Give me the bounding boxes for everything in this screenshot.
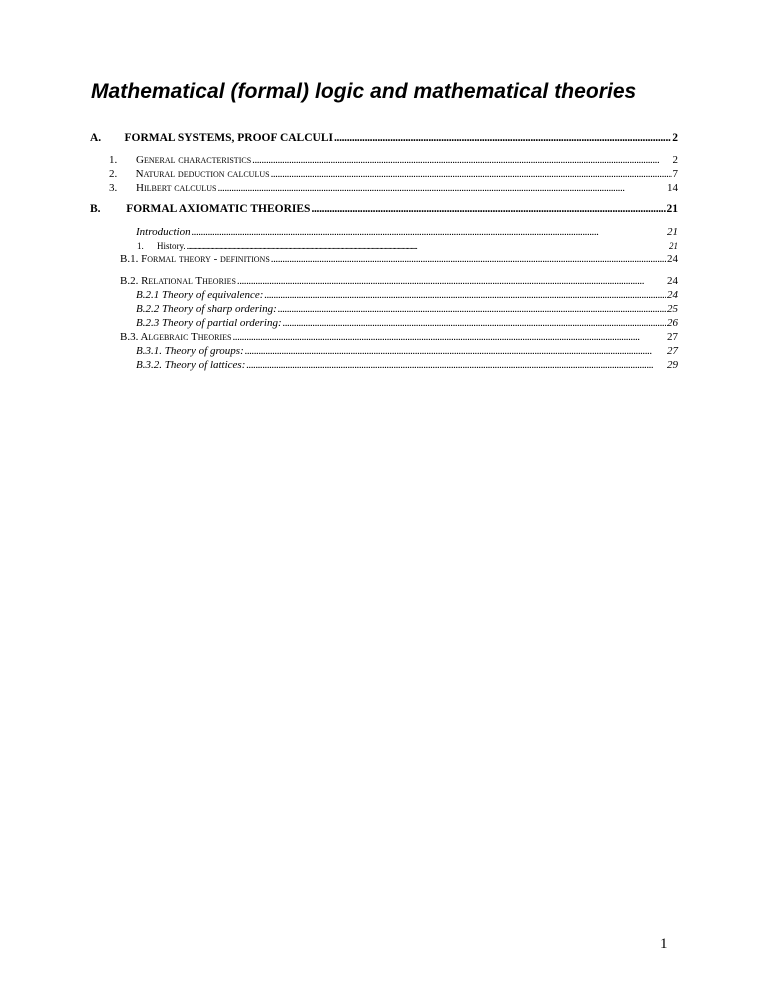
toc-leader: [187, 241, 668, 251]
toc-entry-b32[interactable]: [136, 359, 678, 371]
toc-text: B.2.3 Theory of partial ordering:: [136, 317, 282, 329]
toc-number: 1.: [137, 241, 144, 251]
toc-number: 1.: [109, 154, 118, 166]
toc-entry-a3[interactable]: [109, 182, 678, 194]
toc-leader: [252, 154, 671, 166]
toc-leader: [311, 203, 665, 215]
toc-page: 2: [672, 154, 678, 166]
toc-text: B.2. Relational Theories: [120, 275, 236, 287]
toc-page: 21: [666, 203, 678, 215]
toc-entry-history[interactable]: [137, 241, 678, 251]
toc-page: 2: [672, 132, 678, 144]
toc-entry-a2[interactable]: [109, 168, 678, 180]
toc-text: B.3.1. Theory of groups:: [136, 345, 244, 357]
toc-page: 21: [669, 241, 678, 251]
toc-page: 24: [667, 253, 678, 265]
toc-page: 27: [667, 345, 678, 357]
toc-text: FORMAL SYSTEMS, PROOF CALCULI: [124, 132, 333, 144]
toc-text: B.3.2. Theory of lattices:: [136, 359, 246, 371]
page-title: Mathematical (formal) logic and mathematical theories: [91, 80, 637, 103]
toc-entry-b22[interactable]: [136, 303, 678, 315]
toc-number: B.: [90, 203, 101, 215]
toc-leader: [283, 317, 666, 329]
toc-entry-b23[interactable]: [136, 317, 678, 329]
toc-text: Introduction: [136, 226, 191, 238]
toc-page: 7: [672, 168, 678, 180]
toc-text: Hilbert calculus: [136, 182, 217, 194]
toc-entry-b1[interactable]: [120, 253, 678, 265]
toc-entry-b2[interactable]: [120, 275, 678, 287]
toc-entry-b31[interactable]: [136, 345, 678, 357]
toc-text: B.1. Formal theory - definitions: [120, 253, 270, 265]
toc-text: General characteristics: [136, 154, 252, 166]
toc-number: 2.: [109, 168, 118, 180]
toc-leader: [245, 345, 666, 357]
toc-page: 14: [667, 182, 678, 194]
toc-page: 25: [667, 303, 678, 315]
toc-leader: [192, 226, 666, 238]
toc-leader: [217, 182, 666, 194]
toc-text: Natural deduction calculus: [135, 168, 270, 180]
toc-text: B.3. Algebraic Theories: [120, 331, 232, 343]
toc-page: 24: [667, 275, 678, 287]
toc-entry-a[interactable]: [90, 132, 678, 144]
toc-entry-a1[interactable]: [109, 154, 678, 166]
toc-leader: [264, 289, 666, 301]
toc-leader: [278, 303, 666, 315]
toc-text: History.: [157, 241, 186, 251]
toc-number: A.: [90, 132, 102, 144]
toc-page: 27: [667, 331, 678, 343]
toc-entry-b[interactable]: [90, 203, 678, 215]
toc-entry-b21[interactable]: [136, 289, 678, 301]
toc-page: 24: [667, 289, 678, 301]
toc-text: B.2.2 Theory of sharp ordering:: [136, 303, 277, 315]
toc-entry-introduction[interactable]: [136, 226, 678, 238]
toc-leader: [246, 359, 666, 371]
toc-page: 29: [667, 359, 678, 371]
toc-text: FORMAL AXIOMATIC THEORIES: [126, 203, 311, 215]
toc-leader: [232, 331, 666, 343]
toc-page: 26: [667, 317, 678, 329]
toc-leader: [237, 275, 666, 287]
page-number: 1: [660, 936, 668, 952]
toc-leader: [334, 132, 671, 144]
toc-text: B.2.1 Theory of equivalence:: [136, 289, 264, 301]
toc-number: 3.: [109, 182, 118, 194]
toc-page: 21: [667, 226, 678, 238]
toc-entry-b3[interactable]: [120, 331, 678, 343]
toc-leader: [271, 168, 672, 180]
toc-leader: [271, 253, 666, 265]
